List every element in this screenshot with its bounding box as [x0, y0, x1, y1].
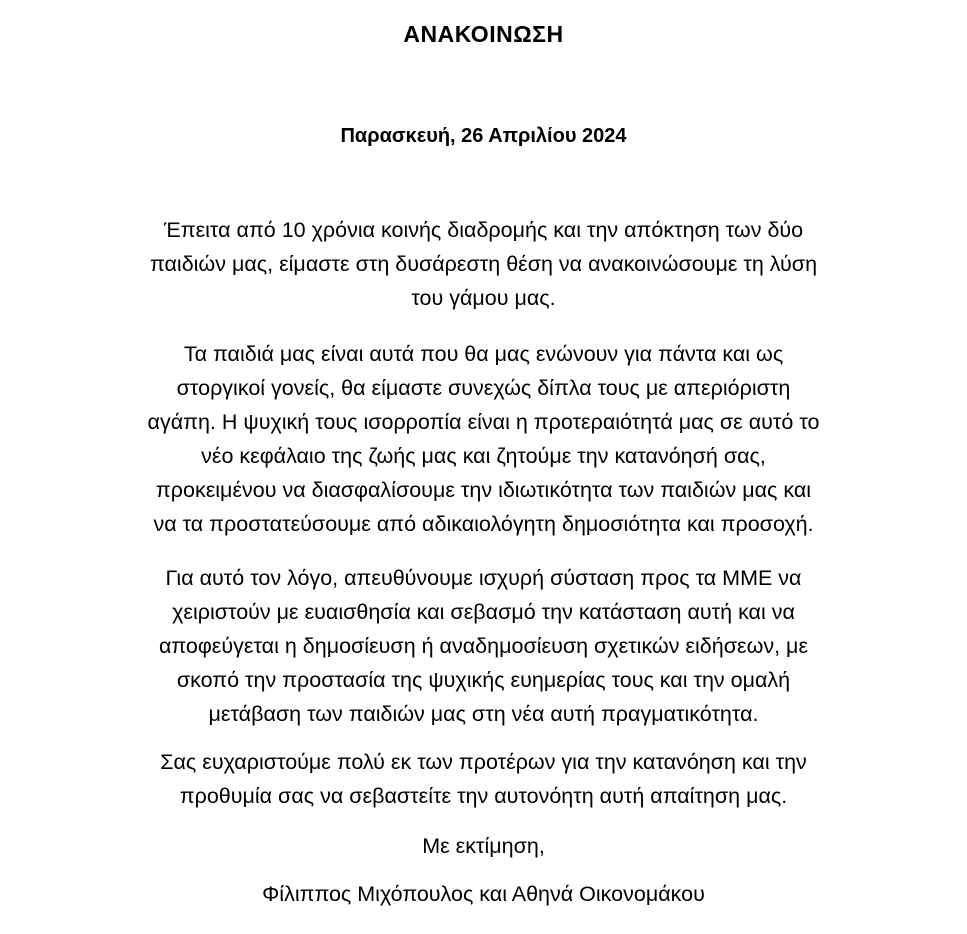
paragraph-line: του γάμου μας.: [411, 286, 556, 310]
paragraph-line: Τα παιδιά μας είναι αυτά που θα μας ενώνουν για πάντα και ως: [183, 342, 784, 366]
paragraph-line: χειριστούν με ευαισθησία και σεβασμό την κατάσταση αυτή και να: [172, 600, 795, 624]
paragraph-line: μετάβαση των παιδιών μας στη νέα αυτή πραγματικότητα.: [208, 702, 759, 726]
paragraph-line: σκοπό την προστασία της ψυχικής ευημερίας τους και την ομαλή: [176, 668, 791, 692]
paragraph-line: Για αυτό τον λόγο, απευθύνουμε ισχυρή σύσταση προς τα ΜΜΕ να: [165, 566, 802, 590]
paragraph-line: Σας ευχαριστούμε πολύ εκ των προτέρων για την κατανόηση και την: [160, 750, 807, 774]
paragraph-2: [40, 337, 927, 541]
paragraph-line: νέο κεφάλαιο της ζωής μας και ζητούμε την κατανόησή σας,: [201, 444, 766, 468]
paragraph-1: [40, 213, 927, 315]
document-title: ΑΝΑΚΟΙΝΩΣΗ: [403, 21, 564, 47]
paragraph-line: προθυμία σας να σεβαστείτε την αυτονόητη αυτή απαίτηση μας.: [179, 784, 788, 808]
paragraph-line: Έπειτα από 10 χρόνια κοινής διαδρομής και την απόκτηση των δύο: [163, 218, 804, 242]
paragraph-line: να τα προστατεύσουμε από αδικαιολόγητη δημοσιότητα και προσοχή.: [153, 512, 814, 536]
paragraph-line: προκειμένου να διασφαλίσουμε την ιδιωτικότητα των παιδιών μας και: [155, 478, 812, 502]
paragraph-4: [40, 745, 927, 813]
closing-salutation: Με εκτίμηση,: [422, 834, 545, 858]
signature: Φίλιππος Μιχόπουλος και Αθηνά Οικονομάκου: [262, 882, 705, 906]
paragraph-line: αγάπη. Η ψυχική τους ισορροπία είναι η προτεραιότητά μας σε αυτό το: [147, 410, 820, 434]
document-date: Παρασκευή, 26 Απριλίου 2024: [340, 125, 627, 147]
paragraph-line: στοργικοί γονείς, θα είμαστε συνεχώς δίπλα τους με απεριόριστη: [176, 376, 791, 400]
paragraph-line: αποφεύγεται η δημοσίευση ή αναδημοσίευση σχετικών ειδήσεων, με: [158, 634, 809, 658]
paragraph-3: [40, 561, 927, 731]
paragraph-line: παιδιών μας, είμαστε στη δυσάρεστη θέση να ανακοινώσουμε τη λύση: [149, 252, 818, 276]
